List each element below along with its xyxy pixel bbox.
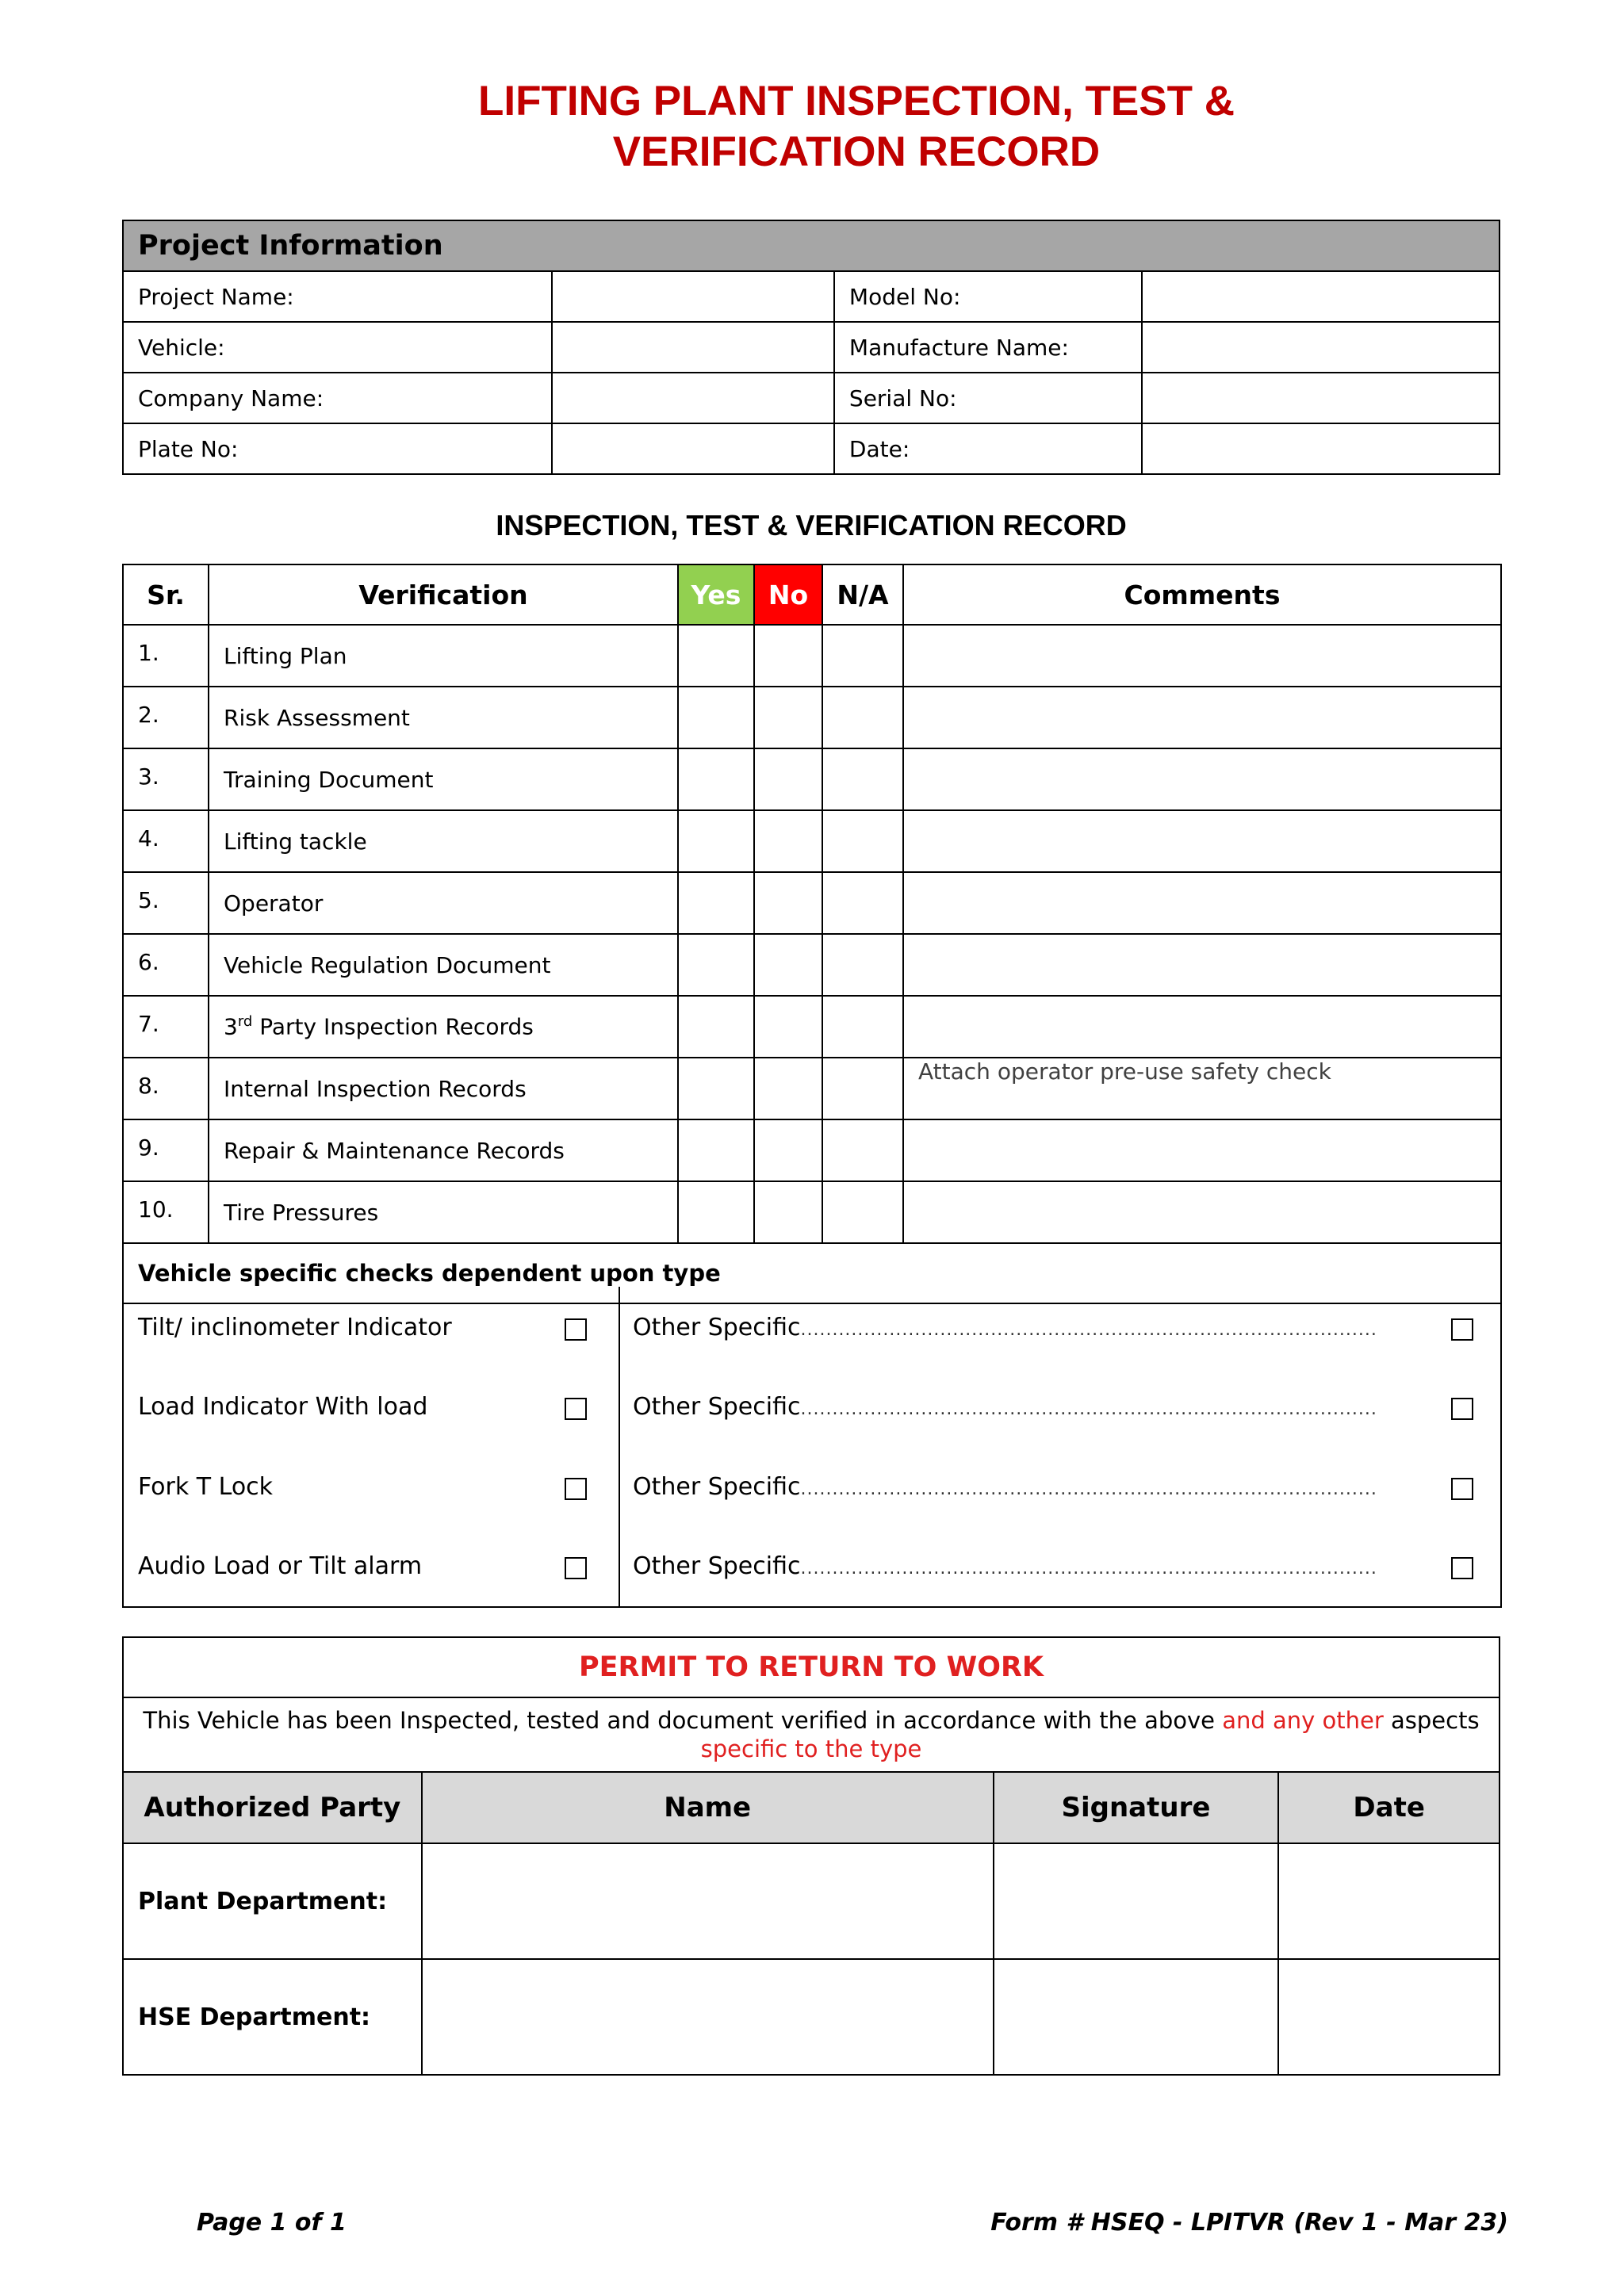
yes-cell[interactable]	[678, 748, 754, 810]
project-information-table	[122, 220, 1500, 475]
na-cell[interactable]	[822, 934, 903, 996]
name-cell[interactable]	[422, 1843, 994, 1959]
vehicle-field[interactable]	[552, 322, 834, 373]
comments-cell[interactable]	[903, 748, 1501, 810]
verification-header: Verification	[209, 564, 678, 625]
signature-header: Signature	[994, 1772, 1279, 1843]
manufacture-name-field[interactable]	[1142, 322, 1500, 373]
checkbox[interactable]	[1451, 1398, 1473, 1420]
ordinal-suffix: rd	[237, 1013, 253, 1031]
verification-item: Operator	[209, 872, 678, 934]
permit-table	[122, 1636, 1500, 1773]
yes-header: Yes	[678, 564, 754, 625]
comments-cell[interactable]	[903, 872, 1501, 934]
yes-cell[interactable]	[678, 1181, 754, 1243]
document-title	[238, 76, 1475, 178]
title-line-2: VERIFICATION RECORD	[612, 128, 1101, 175]
serial-no-label: Serial No:	[834, 373, 1142, 423]
vehicle-specific-checks	[122, 1287, 1502, 1608]
other-specific-item	[633, 1312, 1377, 1344]
date-cell[interactable]	[1278, 1843, 1500, 1959]
na-cell[interactable]	[822, 748, 903, 810]
row-number: 5.	[123, 872, 209, 934]
date-label: Date:	[834, 423, 1142, 474]
project-name-field[interactable]	[552, 271, 834, 322]
na-cell[interactable]	[822, 1119, 903, 1181]
checkbox[interactable]	[1451, 1318, 1473, 1341]
authorized-party-header: Authorized Party	[123, 1772, 422, 1843]
no-cell[interactable]	[754, 687, 822, 748]
comments-cell[interactable]	[903, 625, 1501, 687]
sr-header: Sr.	[123, 564, 209, 625]
verification-item: Internal Inspection Records	[209, 1058, 678, 1119]
model-no-label: Model No:	[834, 271, 1142, 322]
other-specific-item	[633, 1471, 1377, 1503]
row-number: 2.	[123, 687, 209, 748]
na-cell[interactable]	[822, 872, 903, 934]
row-number: 3.	[123, 748, 209, 810]
dotted-line[interactable]: ...........................................................................................	[800, 1320, 1377, 1340]
section-subtitle: INSPECTION, TEST & VERIFICATION RECORD	[496, 509, 1127, 541]
other-specific-item	[633, 1391, 1377, 1423]
yes-cell[interactable]	[678, 872, 754, 934]
verification-item	[209, 996, 678, 1058]
no-header: No	[754, 564, 822, 625]
permit-text-b: and any other	[1222, 1707, 1384, 1734]
checkbox[interactable]	[565, 1557, 587, 1579]
table-row	[123, 748, 1501, 810]
manufacture-name-label: Manufacture Name:	[834, 322, 1142, 373]
project-information-header: Project Information	[123, 220, 1500, 271]
row-number: 1.	[123, 625, 209, 687]
checkbox[interactable]	[565, 1478, 587, 1500]
company-name-field[interactable]	[552, 373, 834, 423]
verification-item: Training Document	[209, 748, 678, 810]
row-number: 10.	[123, 1181, 209, 1243]
comments-cell[interactable]	[903, 996, 1501, 1058]
yes-cell[interactable]	[678, 625, 754, 687]
table-row	[123, 1058, 1501, 1119]
row-number: 6.	[123, 934, 209, 996]
signature-cell[interactable]	[994, 1843, 1279, 1959]
comments-cell[interactable]	[903, 687, 1501, 748]
ordinal-number: 3	[224, 1013, 238, 1040]
verification-item: Lifting tackle	[209, 810, 678, 872]
table-row	[123, 1181, 1501, 1243]
table-row	[123, 872, 1501, 934]
verification-item: Lifting Plan	[209, 625, 678, 687]
comments-cell[interactable]	[903, 1181, 1501, 1243]
table-row	[123, 1119, 1501, 1181]
other-specific-label: Other Specific	[633, 1393, 801, 1421]
table-row	[123, 687, 1501, 748]
other-specific-label: Other Specific	[633, 1473, 801, 1501]
date-cell[interactable]	[1278, 1959, 1500, 2075]
row-number: 7.	[123, 996, 209, 1058]
other-specific-label: Other Specific	[633, 1314, 801, 1341]
na-header: N/A	[822, 564, 903, 625]
comment-note[interactable]: Attach operator pre-use safety check	[903, 1058, 1501, 1119]
row-number: 8.	[123, 1058, 209, 1119]
yes-cell[interactable]	[678, 810, 754, 872]
page-number: Page 1 of 1	[197, 2209, 347, 2237]
yes-cell[interactable]	[678, 934, 754, 996]
table-row	[123, 810, 1501, 872]
form-number: Form # HSEQ - LPITVR (Rev 1 - Mar 23)	[990, 2209, 1508, 2237]
verification-table	[122, 564, 1502, 1304]
check-label: Tilt/ inclinometer Indicator	[138, 1314, 452, 1341]
signature-cell[interactable]	[994, 1959, 1279, 2075]
table-row	[123, 1959, 1500, 2075]
yes-cell[interactable]	[678, 1058, 754, 1119]
permit-text-d: specific to the type	[700, 1735, 922, 1762]
na-cell[interactable]	[822, 1181, 903, 1243]
title-line-1: LIFTING PLANT INSPECTION, TEST &	[478, 78, 1235, 124]
no-cell[interactable]	[754, 1181, 822, 1243]
company-name-label: Company Name:	[123, 373, 552, 423]
comments-cell[interactable]	[903, 1119, 1501, 1181]
table-row	[123, 996, 1501, 1058]
name-header: Name	[422, 1772, 994, 1843]
comments-header: Comments	[903, 564, 1501, 625]
name-cell[interactable]	[422, 1959, 994, 2075]
permit-statement	[123, 1697, 1500, 1772]
verification-item: Tire Pressures	[209, 1181, 678, 1243]
row-number: 9.	[123, 1119, 209, 1181]
other-specific-label: Other Specific	[633, 1552, 801, 1580]
project-name-label: Project Name:	[123, 271, 552, 322]
no-cell[interactable]	[754, 996, 822, 1058]
yes-cell[interactable]	[678, 687, 754, 748]
plate-no-label: Plate No:	[123, 423, 552, 474]
permit-text-a: This Vehicle has been Inspected, tested and document verified in accordance with the above	[143, 1707, 1223, 1734]
no-cell[interactable]	[754, 748, 822, 810]
check-label: Fork T Lock	[138, 1473, 274, 1501]
verification-item: Repair & Maintenance Records	[209, 1119, 678, 1181]
yes-cell[interactable]	[678, 996, 754, 1058]
hse-department-label: HSE Department:	[123, 1959, 422, 2075]
plant-department-label: Plant Department:	[123, 1843, 422, 1959]
dotted-line[interactable]: ...........................................................................................	[800, 1399, 1377, 1419]
vehicle-specific-heading: Vehicle specific checks dependent upon type	[123, 1243, 1501, 1303]
no-cell[interactable]	[754, 1119, 822, 1181]
vehicle-label: Vehicle:	[123, 322, 552, 373]
verification-item: Risk Assessment	[209, 687, 678, 748]
no-cell[interactable]	[754, 872, 822, 934]
na-cell[interactable]	[822, 996, 903, 1058]
dotted-line[interactable]: ...........................................................................................	[800, 1479, 1377, 1499]
checkbox[interactable]	[1451, 1557, 1473, 1579]
checkbox[interactable]	[565, 1318, 587, 1341]
table-row	[123, 934, 1501, 996]
serial-no-field[interactable]	[1142, 373, 1500, 423]
checkbox[interactable]	[565, 1398, 587, 1420]
other-specific-item	[633, 1551, 1377, 1582]
date-field[interactable]	[1142, 423, 1500, 474]
column-divider	[619, 1287, 620, 1606]
no-cell[interactable]	[754, 934, 822, 996]
na-cell[interactable]	[822, 810, 903, 872]
table-row	[123, 1843, 1500, 1959]
verification-item: Vehicle Regulation Document	[209, 934, 678, 996]
date-header: Date	[1278, 1772, 1500, 1843]
row-number: 4.	[123, 810, 209, 872]
dotted-line[interactable]: ...........................................................................................	[800, 1559, 1377, 1578]
check-label: Audio Load or Tilt alarm	[138, 1552, 423, 1580]
comments-cell[interactable]	[903, 934, 1501, 996]
model-no-field[interactable]	[1142, 271, 1500, 322]
verification-item-text: Party Inspection Records	[252, 1013, 534, 1040]
no-cell[interactable]	[754, 810, 822, 872]
checkbox[interactable]	[1451, 1478, 1473, 1500]
no-cell[interactable]	[754, 625, 822, 687]
comments-cell[interactable]	[903, 810, 1501, 872]
na-cell[interactable]	[822, 687, 903, 748]
plate-no-field[interactable]	[552, 423, 834, 474]
authorization-table	[122, 1771, 1500, 2076]
na-cell[interactable]	[822, 1058, 903, 1119]
permit-text-c: aspects	[1383, 1707, 1480, 1734]
yes-cell[interactable]	[678, 1119, 754, 1181]
table-row	[123, 625, 1501, 687]
permit-title: PERMIT TO RETURN TO WORK	[123, 1637, 1500, 1697]
na-cell[interactable]	[822, 625, 903, 687]
no-cell[interactable]	[754, 1058, 822, 1119]
check-label: Load Indicator With load	[138, 1393, 428, 1421]
